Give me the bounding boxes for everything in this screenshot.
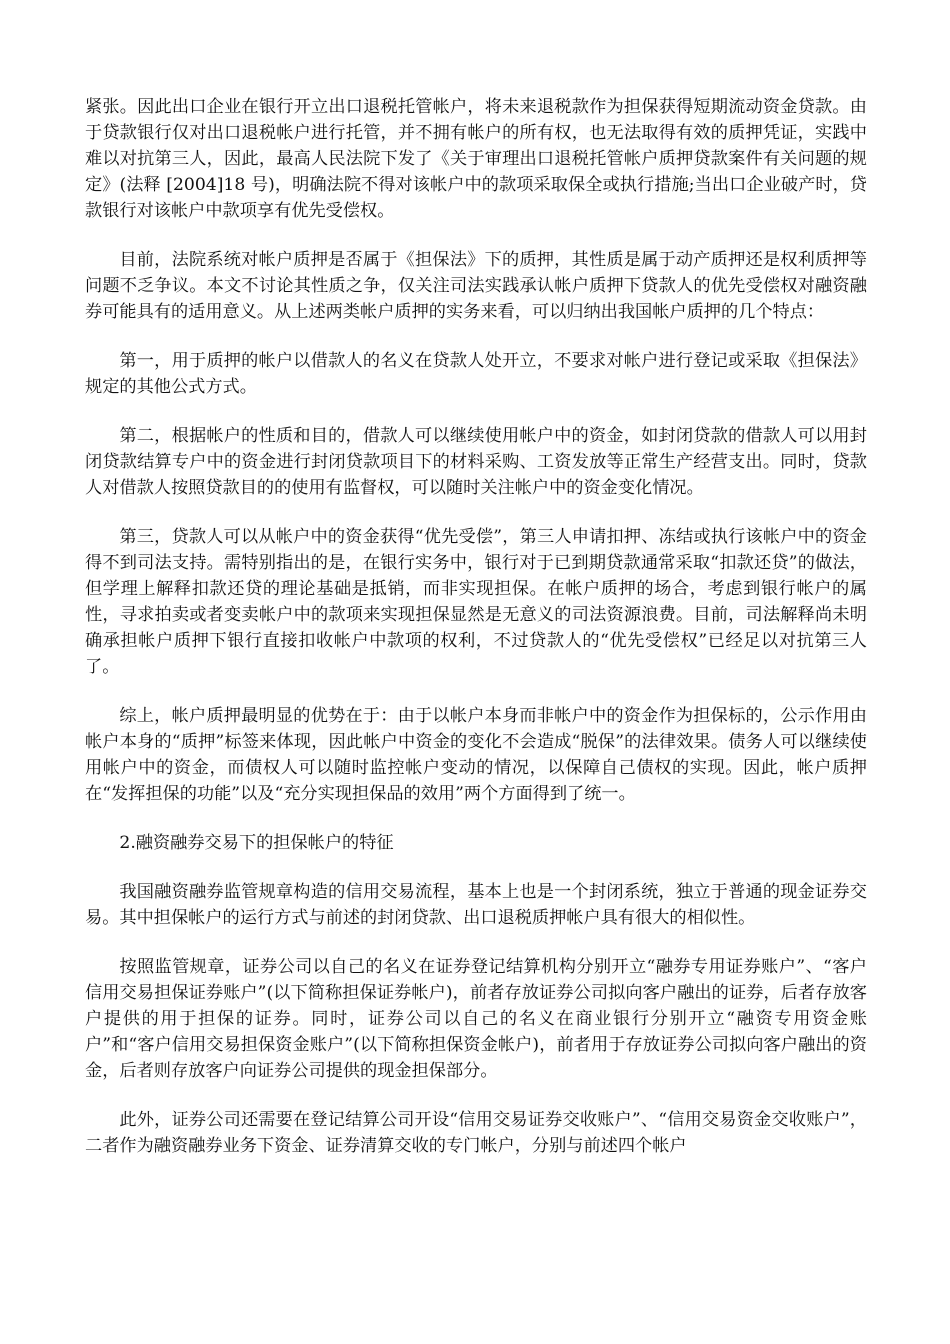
paragraph: 第三，贷款人可以从帐户中的资金获得“优先受偿”，第三人申请扣押、冻结或执行该帐户中的资金得不到司法支持。需特别指出的是，在银行实务中，银行对于已到期贷款通常采取“扣款还贷”的做法，但学理上解释扣款还贷的理论基础是抵销，而非实现担保。在帐户质押的场合，考虑到银行帐户的属性，寻求拍卖或者变卖帐户中的款项来实现担保显然是无意义的司法资源浪费。目前，司法解释尚未明确承担帐户质押下银行直接扣收帐户中款项的权利，不过贷款人的“优先受偿权”已经足以对抗第三人了。 [85,527,867,677]
paragraph: 紧张。因此出口企业在银行开立出口退税托管帐户，将未来退税款作为担保获得短期流动资金贷款。由于贷款银行仅对出口退税帐户进行托管，并不拥有帐户的所有权，也无法取得有效的质押凭证，实践中难以对抗第三人，因此，最高人民法院下发了《关于审理出口退税托管帐户质押贷款案件有关问题的规定》(法释 [2004]18 号)，明确法院不得对该帐户中的款项采取保全或执行措施;当出口企业破产时，贷款银行对该帐户中款项享有优先受偿权。 [85,97,867,221]
paragraph: 综上，帐户质押最明显的优势在于：由于以帐户本身而非帐户中的资金作为担保标的，公示作用由帐户本身的“质押”标签来体现，因此帐户中资金的变化不会造成“脱保”的法律效果。债务人可以继续使用帐户中的资金，而债权人可以随时监控帐户变动的情况，以保障自己债权的实现。因此，帐户质押在“发挥担保的功能”以及“充分实现担保品的效用”两个方面得到了统一。 [85,706,867,804]
paragraph: 第二，根据帐户的性质和目的，借款人可以继续使用帐户中的资金，如封闭贷款的借款人可以用封闭贷款结算专户中的资金进行封闭贷款项目下的材料采购、工资发放等正常生产经营支出。同时，贷款人对借款人按照贷款目的的使用有监督权，可以随时关注帐户中的资金变化情况。 [85,426,867,498]
paragraph: 我国融资融券监管规章构造的信用交易流程，基本上也是一个封闭系统，独立于普通的现金证券交易。其中担保帐户的运行方式与前述的封闭贷款、出口退税质押帐户具有很大的相似性。 [85,882,867,928]
paragraph: 按照监管规章，证券公司以自己的名义在证券登记结算机构分别开立“融券专用证券账户”、“客户信用交易担保证券账户”(以下简称担保证券帐户)，前者存放证券公司拟向客户融出的证券，后者存放客户提供的用于担保的证券。同时，证券公司以自己的名义在商业银行分别开立“融资专用资金账户”和“客户信用交易担保资金账户”(以下简称担保资金帐户)，前者用于存放证券公司拟向客户融出的资金，后者则存放客户向证券公司提供的现金担保部分。 [85,957,867,1081]
paragraph: 目前，法院系统对帐户质押是否属于《担保法》下的质押，其性质是属于动产质押还是权利质押等问题不乏争议。本文不讨论其性质之争，仅关注司法实践承认帐户质押下贷款人的优先受偿权对融资融券可能具有的适用意义。从上述两类帐户质押的实务来看，可以归纳出我国帐户质押的几个特点： [85,250,867,322]
section-heading: 2.融资融券交易下的担保帐户的特征 [119,833,394,853]
paragraph: 第一，用于质押的帐户以借款人的名义在贷款人处开立，不要求对帐户进行登记或采取《担保法》规定的其他公式方式。 [85,351,867,397]
document-body [85,94,867,1182]
paragraph: 此外，证券公司还需要在登记结算公司开设“信用交易证券交收账户”、“信用交易资金交收账户”，二者作为融资融券业务下资金、证券清算交收的专门帐户，分别与前述四个帐户 [85,1110,867,1156]
